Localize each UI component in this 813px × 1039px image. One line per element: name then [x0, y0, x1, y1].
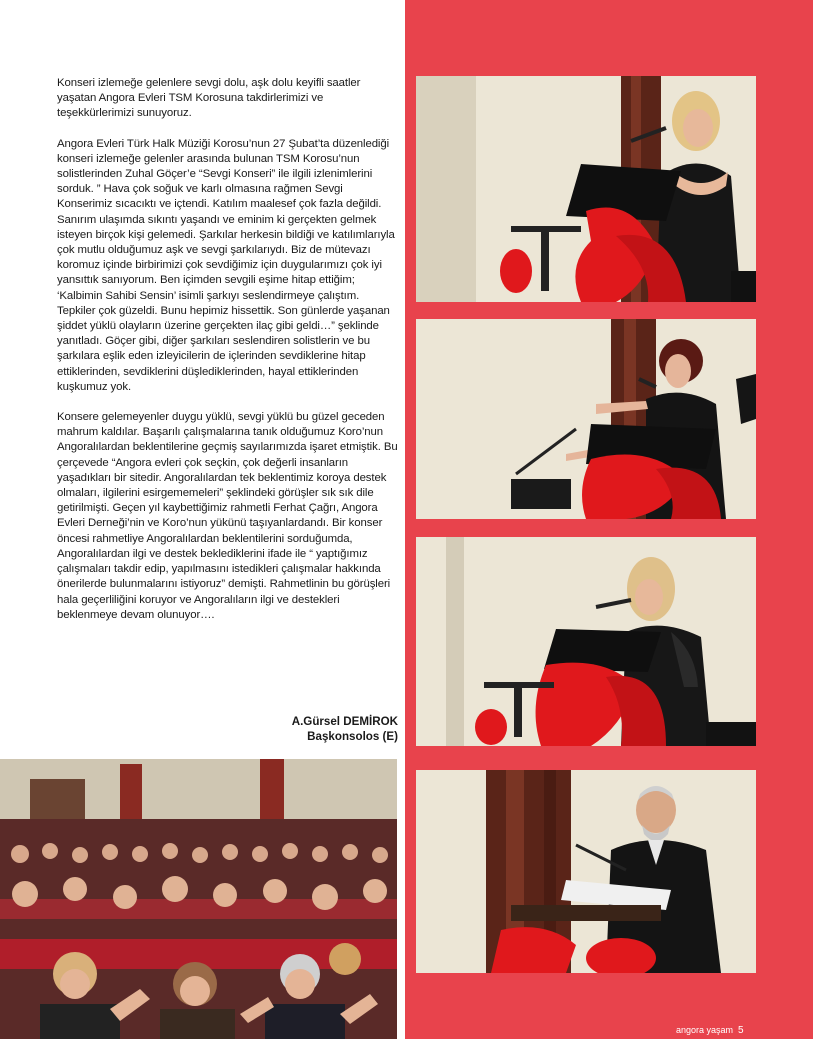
photo-speaker — [416, 770, 756, 973]
author-name: A.Gürsel DEMİROK — [291, 715, 398, 728]
magazine-name: angora yaşam — [676, 1025, 734, 1035]
author-title: Başkonsolos (E) — [307, 730, 398, 744]
photo-audience — [0, 759, 397, 1039]
photo-soloist-3 — [416, 537, 756, 746]
article-paragraph-1: Konseri izlemeğe gelenlere sevgi dolu, aşk dolu keyifli saatler yaşatan Angora Evleri TSM Korosuna takdirlerimizi ve teşekkürlerimizi sunuyoruz. — [57, 77, 361, 120]
photo-soloist-1 — [416, 76, 756, 302]
article-paragraph-3: Konsere gelemeyenler duygu yüklü, sevgi yüklü bu güzel geceden mahrum kaldılar. Başarılı çalışmalarına tanık olduğumuz Koro’nun Angoralılardan beklentilerine geçmiş sayılarımızda işaret etmiştik. Bu çerçevede “Angora evleri çok seçkin, çok değerli insanların yaşadıkları bir sitedir. Angoralılardan tek beklentimiz koroya destek olmaları, ilgilerini esirgememeleri” şeklindeki görüşler sık sık dile getirilmişti. Geçen yıl kaybettiğimiz rahmetli Ferhat Çağrı, Angora Evleri Derneği’nin ve Koro’nun yükünü taşıyanlardandı. Bir konser öncesi rahmetliye Angoralılardan beklentilerini sorduğumda, Angoralılardan ilgi ve destek beklediklerini ifade ile “ yaptığımız çalışmaları takdir edip, yapılmasını istedikleri çalışmalar hakkında önerilerde bulunmalarını istiyoruz” demişti. Rahmetlinin bu görüşleri hala geçerliliğini koruyor ve Angoralıların ilgi ve destekleri beklenmeye devam olunuyor…. — [57, 411, 398, 621]
article-body — [57, 76, 399, 638]
author-signature — [292, 714, 398, 744]
photo-soloist-2 — [416, 319, 756, 519]
page-number: 5 — [738, 1025, 744, 1036]
page-footer — [676, 1025, 744, 1036]
article-paragraph-2: Angora Evleri Türk Halk Müziği Korosu’nun 27 Şubat’ta düzenlediği konseri izlemeğe gelenler arasında bulunan TSM Korosu’nun solistlerinden Zuhal Göçer’e “Sevgi Konseri” ile ilgili izlenimlerini sorduk. ” Hava çok soğuk ve karlı olmasına rağmen Sevgi Konserimiz sıcacıktı ve içtendi. Katılım maalesef çok fazla değildi. Sanırım ulaşımda sıkıntı yaşandı ve eminim ki gerçekten gelmek isteyen birçok kişi gelemedi. Şarkılar herkesin bildiği ve katılımlarıyla çok mutlu olduğumuz aşk ve sevgi şarkılarıydı. Biz de mütevazı koromuz içinde birbirimizi çok sevdiğimiz için duygularımızı çok iyi yansıttık sanıyorum. Ben içimden sevgili eşime hitap ettiğim; ‘Kalbimin Sahibi Sensin’ isimli şarkıyı seslendirmeye çalıştım. Tepkiler çok güzeldi. Bunu hepimiz hissettik. Son günlerde yaşanan şiddet yüklü olayların üzerine gerçekten ilaç gibi geldi…” şeklinde yanıtladı. Göçer gibi, diğer şarkıları seslendiren solistlerin ve bu şarkılara eşlik eden izleyicilerin de içlerinden sevdiklerine hitap ettiklerinden, sevdiklerini düşlediklerinden, hayal ettiklerinden kuşkumuz yok. — [57, 137, 395, 393]
